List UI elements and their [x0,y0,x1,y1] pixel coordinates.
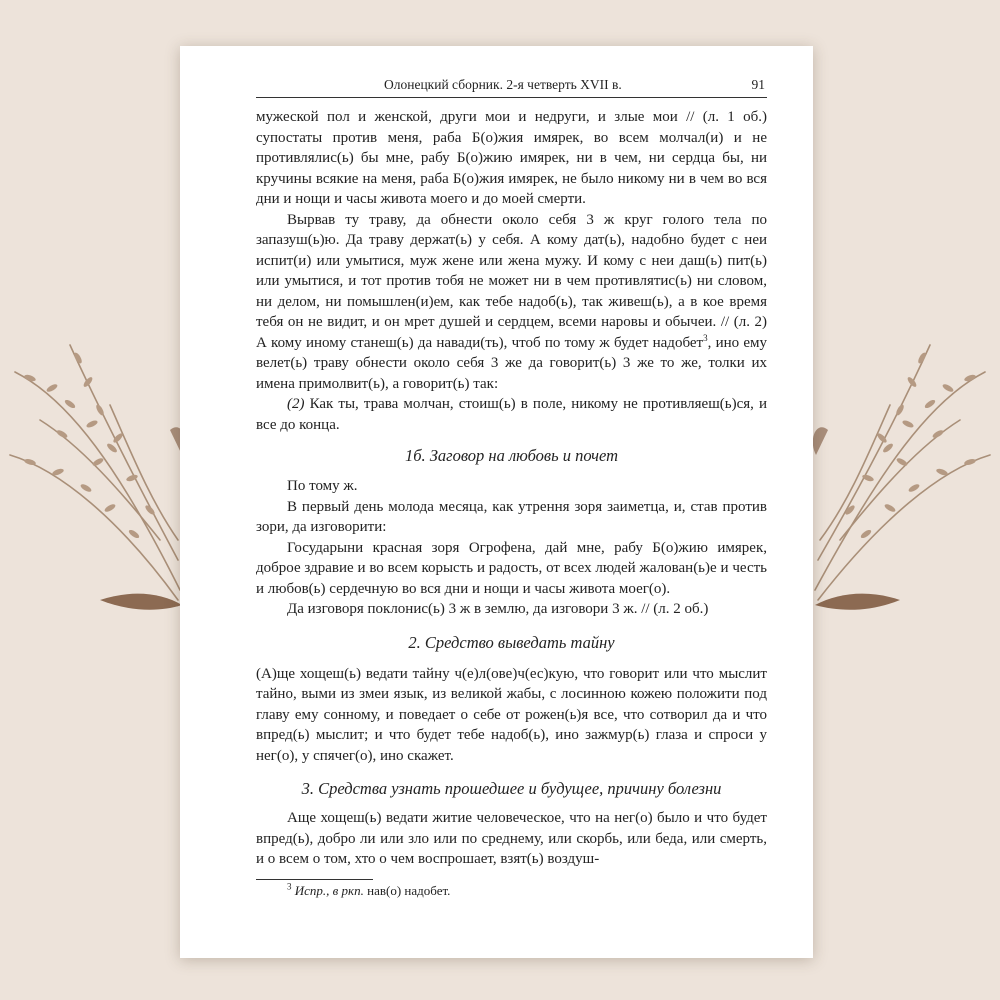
paragraph [256,210,767,395]
book-page [180,46,813,958]
footnote-number: 3 [287,881,292,892]
footnote-text: нав(о) надобет. [363,882,451,898]
section-title-3: 3. Средства узнать прошедшее и будущее, причину болезни [301,779,722,798]
paragraph [256,394,767,435]
running-head [256,75,767,98]
body-text [256,107,767,870]
footnote [256,883,767,899]
paragraph: (А)ще хощеш(ь) ведати тайну ч(е)л(ове)ч(ес)кую, что говорит или что мыслит тайно, выми из змеи язык, из великой жабы, с лосинною кожею положити под главу ему сонному, и поведает о себе от рожен(ь)я все, что сотворил да и что впред(ь) мыслит; и что будет тебе надоб(ь), ино зажмур(ь) глаза и спроси у нег(о), у спячег(о), ино скажет. [256,665,767,764]
paragraph: Аще хощеш(ь) ведати житие человеческое, что на нег(о) было и что будет впред(ь), добро ли или зло или по среднему, или скорбь, или беда, или смерть, и о всем о том, хто о чем воспрошает, взят(ь) воздуш- [256,810,767,867]
paragraph: мужеской пол и женской, други мои и недруги, и злые мои // (л. 1 об.) супостаты против меня, раба Б(о)жия имярек, во всем молчал(и) и не противлялис(ь) бы мне, рабу Б(о)жию имярек, ни в чем, ни сердца бы, ни кручины всякие на меня, раба Б(о)жия имярек, не было никому ни в чем во вся дни и нощи и часы живота моего и до моей смерти. [256,109,767,207]
page-number: 91 [751,77,765,92]
paragraph: Государыни красная зоря Огрофена, дай мне, рабу Б(о)жию имярек, доброе здравие и во всем корысть и радость, от всех людей жалован(ь)е и честь и любов(ь) сердечную во вся дни и нощи и часы живота моег(о). [256,539,767,597]
section-title-2: 2. Средство выведать тайну [408,632,615,652]
paragraph: Да изговоря поклонис(ь) 3 ж в землю, да изговори 3 ж. // (л. 2 об.) [287,601,709,617]
paragraph-text: , ино ему велет(ь) траву обнести около себя 3 же да говорит(ь) 3 же то же, толки их имена примолвит(ь), а говорит(ь) так: [256,334,767,392]
paragraph-text: Как ты, трава молчан, стоиш(ь) в поле, никому не противляеш(ь)ся, и все до конца. [256,396,768,433]
verse-number: (2) [287,396,305,412]
footnote-rule [256,879,373,880]
paragraph: По тому ж. [287,478,358,494]
footnote-area [256,879,767,899]
willow-branch-left [10,345,185,610]
running-title: Олонецкий сборник. 2-я четверть XVII в. [384,77,622,92]
section-title-1b: 1б. Заговор на любовь и почет [404,446,619,465]
footnote-italic: Испр., в ркп. [294,882,364,898]
paragraph-text: Вырвав ту траву, да обнести около себя 3 ж круг голого тела по запазуш(ь)ю. Да траву держат(ь) у себя. А кому дат(ь), надобно будет с неи испит(и) или умытися, муж жене или жена мужу. И кому с неи даш(ь) пит(ь) или умытися, и тот против тобя не может ни в чем противлятис(ь) ни словом, ни делом, ни помышлен(и)ем, как тебе надоб(ь), так живеш(ь), а в кое время тебя он не видит, и он мрет душей и сердцем, всеми наровы и обычеи. // (л. 2) А кому иному станеш(ь) да навади(ть), чтоб по тому ж будет надобет [256,211,767,351]
willow-branch-right [813,345,990,610]
footnote-reference: 3 [703,332,708,343]
paragraph: В первый день молода месяца, как утрення зоря заиметца, и, став против зори, да изговорити: [256,498,767,535]
